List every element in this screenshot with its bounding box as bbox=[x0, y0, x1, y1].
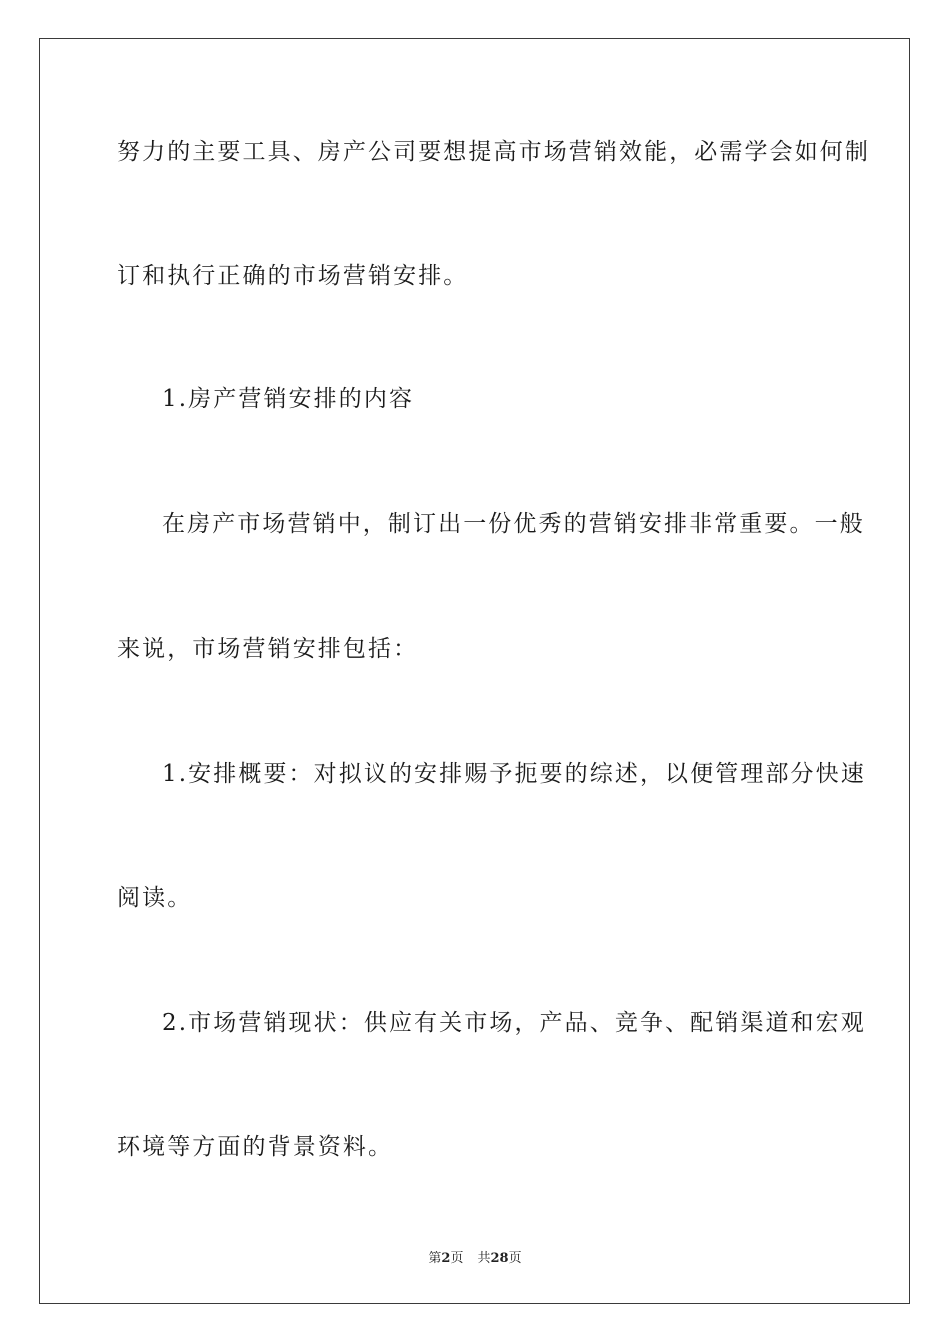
list-item-2-line-2: 环境等方面的背景资料。 bbox=[117, 1134, 394, 1160]
total-suffix: 页 bbox=[508, 1251, 522, 1266]
total-prefix: 共 bbox=[477, 1251, 491, 1266]
page-suffix: 页 bbox=[450, 1251, 464, 1266]
section-heading: 1.房产营销安排的内容 bbox=[162, 386, 415, 412]
body-text-line-4: 来说，市场营销安排包括： bbox=[117, 636, 419, 662]
page-prefix: 第 bbox=[428, 1251, 442, 1266]
page-number: 2 bbox=[441, 1251, 451, 1266]
body-text-line-3: 在房产市场营销中，制订出一份优秀的营销安排非常重要。一般 bbox=[162, 511, 865, 537]
list-item-1-line-1: 1.安排概要：对拟议的安排赐予扼要的综述，以便管理部分快速 bbox=[162, 761, 866, 787]
total-pages: 28 bbox=[490, 1251, 509, 1266]
list-item-1-line-2: 阅读。 bbox=[117, 885, 193, 911]
page-border bbox=[39, 38, 910, 1304]
page-footer bbox=[0, 1247, 950, 1266]
body-text-line-1: 努力的主要工具、房产公司要想提高市场营销效能，必需学会如何制 bbox=[117, 139, 870, 165]
list-item-2-line-1: 2.市场营销现状：供应有关市场，产品、竞争、配销渠道和宏观 bbox=[162, 1010, 866, 1036]
body-text-line-2: 订和执行正确的市场营销安排。 bbox=[117, 263, 469, 289]
